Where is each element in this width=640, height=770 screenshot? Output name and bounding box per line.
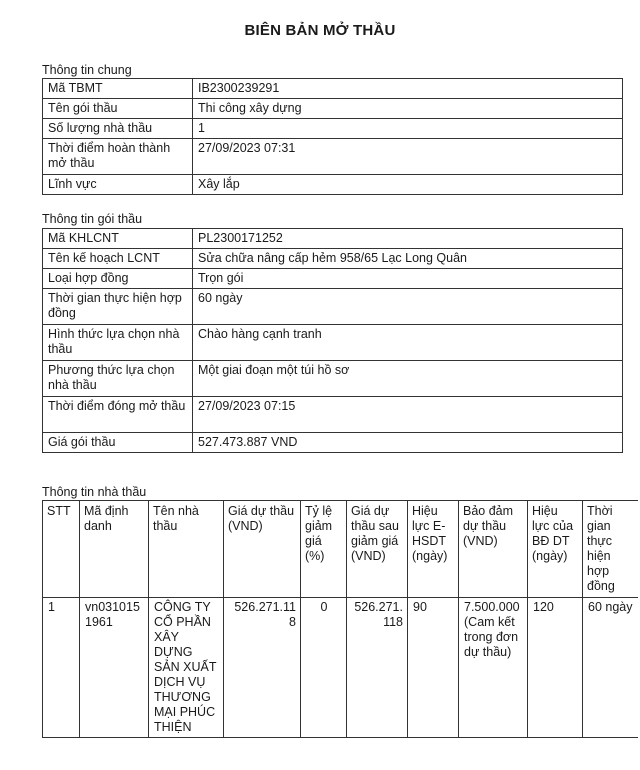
row-value: 27/09/2023 07:31 [193,139,623,175]
table-row [43,249,623,269]
row-label: Mã KHLCNT [43,229,193,249]
table-row [43,598,638,738]
general-info-table [42,78,623,195]
bidders-table [42,500,638,738]
row-value: 1 [193,119,623,139]
cell-bid-price: 526.271.118 [224,598,301,738]
table-row [43,175,623,195]
row-label: Hình thức lựa chọn nhà thầu [43,325,193,361]
table-row [43,361,623,397]
table-header-row [43,501,638,598]
row-value: Sửa chữa nâng cấp hẻm 958/65 Lạc Long Quân [193,249,623,269]
row-label: Giá gói thầu [43,433,193,453]
column-header: STT [43,501,80,598]
row-label: Thời điểm đóng mở thầu [43,397,193,433]
table-row [43,229,623,249]
row-label: Thời gian thực hiện hợp đồng [43,289,193,325]
column-header: Hiệu lực E-HSDT (ngày) [408,501,459,598]
table-row [43,289,623,325]
cell-discount: 0 [301,598,347,738]
row-value: Một giai đoạn một túi hồ sơ [193,361,623,397]
package-heading: Thông tin gói thầu [42,212,143,226]
page-title: BIÊN BẢN MỞ THẦU [244,22,396,39]
column-header: Hiệu lực của BĐ DT (ngày) [528,501,583,598]
bidders-heading: Thông tin nhà thầu [42,485,147,499]
column-header: Thời gian thực hiện hợp đồng [583,501,638,598]
cell-guarantee-validity: 120 [528,598,583,738]
row-label: Tên gói thầu [43,99,193,119]
column-header: Giá dự thầu sau giảm giá (VND) [347,501,408,598]
row-value: PL2300171252 [193,229,623,249]
column-header: Tên nhà thầu [149,501,224,598]
cell-stt: 1 [43,598,80,738]
row-label: Mã TBMT [43,79,193,99]
table-row [43,325,623,361]
row-label: Số lượng nhà thầu [43,119,193,139]
cell-price-after-discount: 526.271.118 [347,598,408,738]
general-heading: Thông tin chung [42,63,132,77]
row-label: Thời điểm hoàn thành mở thầu [43,139,193,175]
column-header: Tỷ lệ giảm giá (%) [301,501,347,598]
table-row [43,269,623,289]
cell-duration: 60 ngày [583,598,638,738]
row-value: 60 ngày [193,289,623,325]
table-row [43,433,623,453]
row-label: Lĩnh vực [43,175,193,195]
table-row [43,79,623,99]
table-row [43,139,623,175]
column-header: Mã định danh [80,501,149,598]
cell-id: vn0310151961 [80,598,149,738]
table-row [43,99,623,119]
cell-validity: 90 [408,598,459,738]
column-header: Giá dự thầu (VND) [224,501,301,598]
row-value: Xây lắp [193,175,623,195]
row-label: Tên kế hoạch LCNT [43,249,193,269]
row-value: Chào hàng cạnh tranh [193,325,623,361]
table-row [43,397,623,433]
cell-name: CÔNG TY CỔ PHẦN XÂY DỰNG SẢN XUẤT DỊCH VỤ THƯƠNG MẠI PHÚC THIỆN [149,598,224,738]
row-label: Loại hợp đồng [43,269,193,289]
row-value: 527.473.887 VND [193,433,623,453]
cell-guarantee: 7.500.000 (Cam kết trong đơn dự thầu) [459,598,528,738]
row-value: Thi công xây dựng [193,99,623,119]
column-header: Bảo đảm dự thầu (VND) [459,501,528,598]
package-info-table [42,228,623,453]
row-value: IB2300239291 [193,79,623,99]
row-value: Trọn gói [193,269,623,289]
table-row [43,119,623,139]
row-value: 27/09/2023 07:15 [193,397,623,433]
row-label: Phương thức lựa chọn nhà thầu [43,361,193,397]
